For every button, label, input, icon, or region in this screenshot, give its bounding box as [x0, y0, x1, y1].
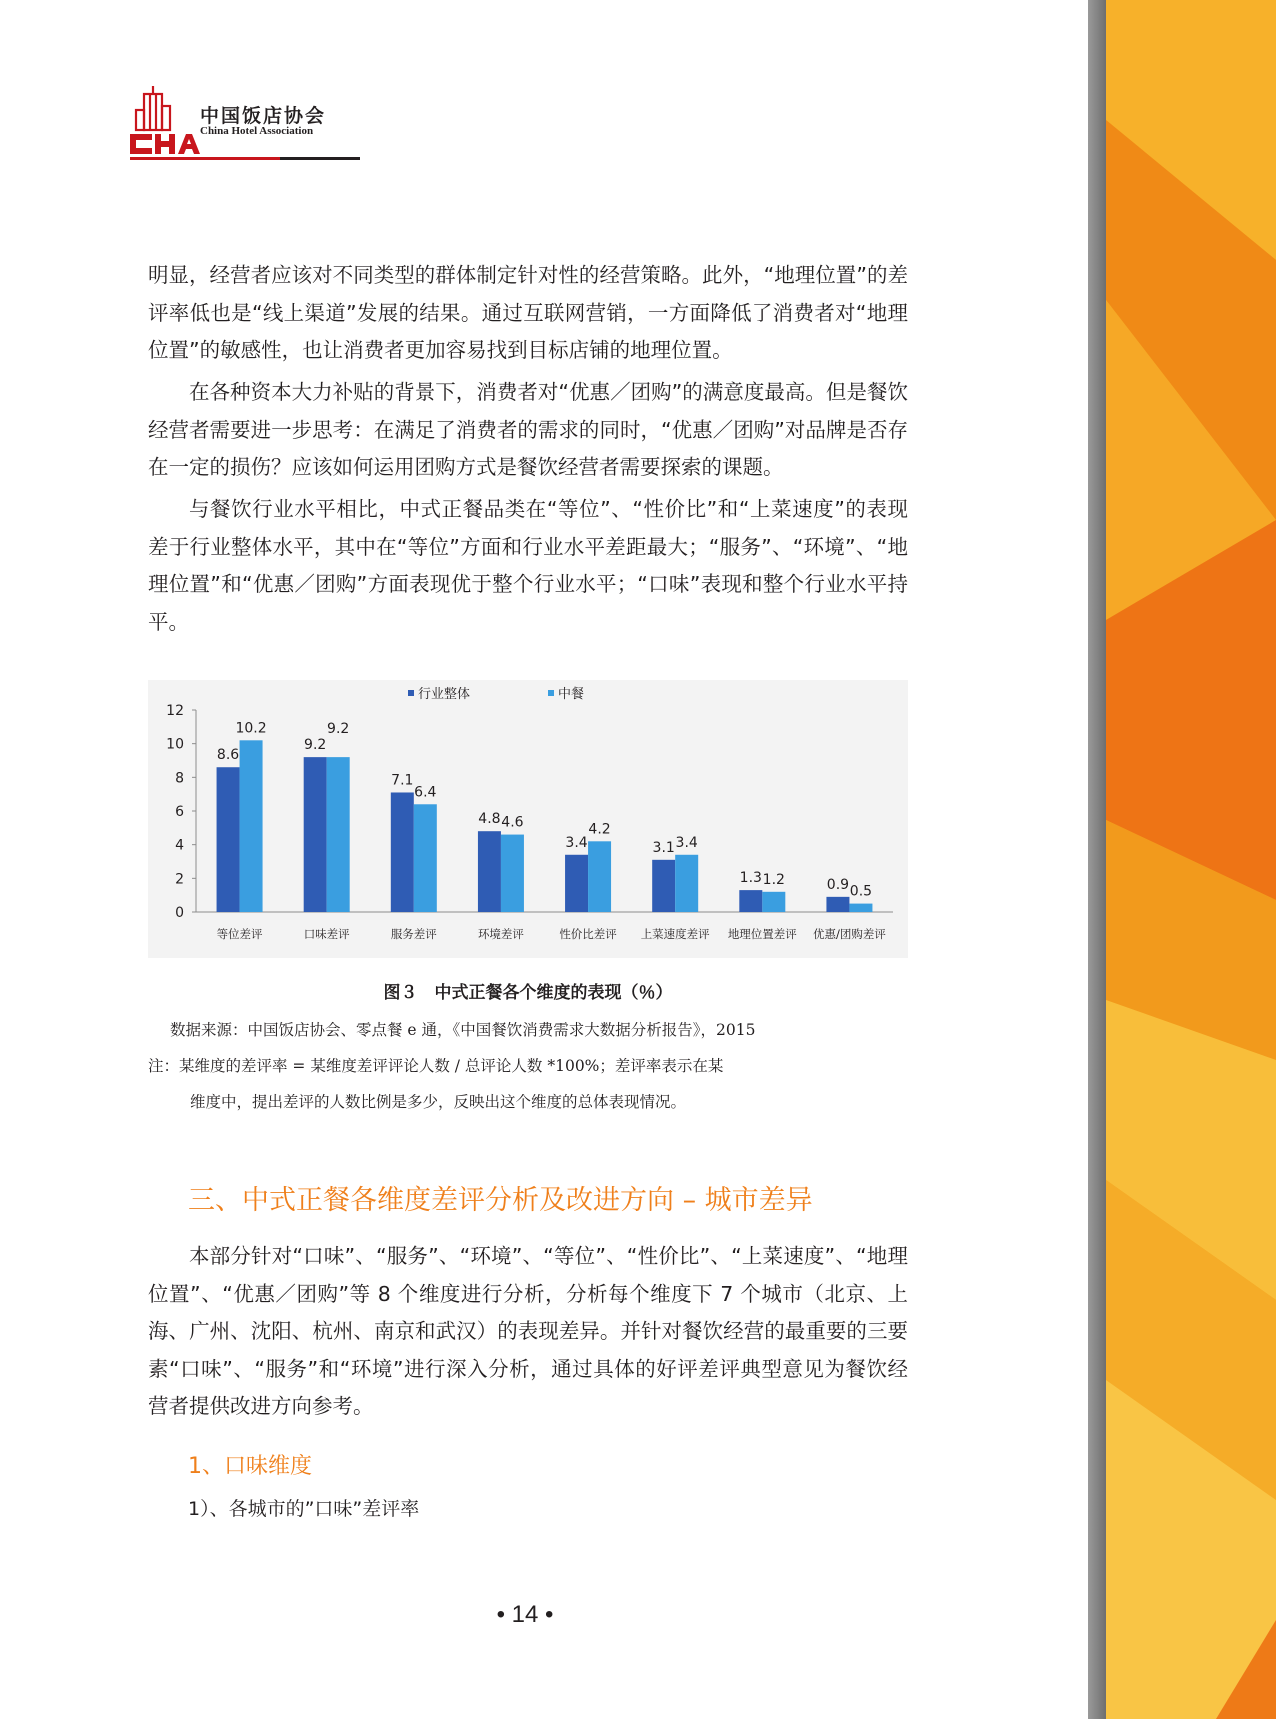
bar-value-label: 9.2 — [304, 737, 327, 754]
org-name-cn: 中国饭店协会 — [200, 105, 327, 127]
y-tick-label: 8 — [175, 770, 184, 787]
body-paragraph-1: 明显，经营者应该对不同类型的群体制定针对性的经营策略。此外，“地理位置”的差评率低也是“线上渠道”发展的结果。通过互联网营销，一方面降低了消费者对“地理位置”的敏感性，也让消费者更加容易找到目标店铺的地理位置。 — [148, 263, 908, 362]
bar — [240, 740, 263, 912]
bar — [501, 835, 524, 912]
bar — [739, 890, 762, 912]
side-decor-gray-strip — [1088, 0, 1106, 1719]
x-tick-label: 服务差评 — [390, 927, 437, 941]
bar-value-label: 9.2 — [327, 721, 350, 738]
figure-source: 数据来源：中国饭店协会、零点餐 e 通，《中国餐饮消费需求大数据分析报告》，2015 — [170, 1021, 756, 1039]
x-tick-label: 等位差评 — [216, 927, 263, 941]
x-tick-label: 地理位置差评 — [727, 927, 797, 941]
figure-note-line-1: 注：某维度的差评率 = 某维度差评评论人数 / 总评论人数 *100%；差评率表示在某 — [148, 1057, 724, 1075]
legend-label: 中餐 — [558, 687, 585, 702]
cha-letters-icon — [130, 134, 200, 154]
y-tick-label: 10 — [166, 736, 184, 753]
bar — [391, 792, 414, 912]
y-tick-label: 4 — [175, 837, 184, 854]
bar-value-label: 0.5 — [849, 883, 873, 900]
bar — [327, 757, 350, 912]
bar-value-label: 3.1 — [652, 839, 675, 856]
bar-value-label: 1.3 — [739, 870, 762, 887]
bar — [762, 892, 785, 912]
body-paragraph-3: 与餐饮行业水平相比，中式正餐品类在“等位”、“性价比”和“上菜速度”的表现差于行业整体水平，其中在“等位”方面和行业水平差距最大；“服务”、“环境”、“地理位置”和“优惠／团购”方面表现优于整个行业水平；“口味”表现和整个行业水平持平。 — [148, 497, 908, 634]
bar — [849, 904, 872, 912]
y-tick-label: 6 — [175, 804, 184, 820]
x-tick-label: 口味差评 — [303, 927, 350, 941]
bar-value-label: 4.8 — [478, 811, 501, 828]
section-paragraph: 本部分针对“口味”、“服务”、“环境”、“等位”、“性价比”、“上菜速度”、“地理位置”、“优惠／团购”等 8 个维度进行分析，分析每个维度下 7 个城市（北京、上海、广州、沈阳、杭州、南京和武汉）的表现差异。并针对餐饮经营的最重要的三要素“口味”、“服务”和“环境”进行深入分析，通过具体的好评差评典型意见为餐饮经营者提供改进方向参考。 — [148, 1244, 908, 1418]
bar-chart — [148, 680, 908, 958]
bar — [588, 841, 611, 912]
section-title: 三、中式正餐各维度差评分析及改进方向 – 城市差异 — [188, 1185, 813, 1216]
y-tick-label: 12 — [166, 703, 184, 719]
bar-value-label: 10.2 — [235, 720, 267, 737]
legend-swatch — [548, 690, 554, 696]
x-tick-label: 环境差评 — [477, 927, 524, 941]
bar-value-label: 4.2 — [588, 821, 611, 838]
y-tick-label: 0 — [175, 905, 184, 921]
bar-value-label: 6.4 — [414, 784, 437, 801]
bar — [826, 897, 849, 912]
bar — [414, 804, 437, 912]
bar — [304, 757, 327, 912]
figure-note-line-2: 维度中，提出差评的人数比例是多少，反映出这个维度的总体表现情况。 — [190, 1093, 687, 1111]
y-tick-label: 2 — [175, 871, 184, 888]
subsection-title: 1、口味维度 — [188, 1454, 312, 1479]
bar — [565, 855, 588, 912]
bar — [217, 767, 240, 912]
side-decor-orange-band — [1106, 0, 1276, 1719]
org-name-en: China Hotel Association — [200, 125, 314, 137]
x-tick-label: 性价比差评 — [559, 927, 617, 941]
bar-value-label: 4.6 — [501, 814, 524, 831]
bar-value-label: 3.4 — [675, 834, 698, 851]
bar — [675, 855, 698, 912]
bar — [652, 860, 675, 912]
bar — [478, 831, 501, 912]
bar-value-label: 1.2 — [762, 871, 785, 888]
subsubsection-title: 1）、各城市的”口味”差评率 — [188, 1498, 420, 1520]
building-icon — [136, 86, 170, 130]
x-tick-label: 优惠/团购差评 — [813, 927, 886, 941]
body-paragraph-2: 在各种资本大力补贴的背景下，消费者对“优惠／团购”的满意度最高。但是餐饮经营者需要进一步思考：在满足了消费者的需求的同时，“优惠／团购”对品牌是否存在一定的损伤？应该如何运用团购方式是餐饮经营者需要探索的课题。 — [148, 380, 908, 479]
bar-value-label: 7.1 — [391, 772, 414, 789]
legend-swatch — [408, 690, 414, 696]
bar-value-label: 8.6 — [216, 747, 240, 764]
figure-caption: 图３ 中式正餐各个维度的表现（％） — [383, 983, 673, 1003]
bar-value-label: 0.9 — [826, 876, 850, 893]
x-tick-label: 上菜速度差评 — [640, 927, 710, 941]
legend-label: 行业整体 — [418, 687, 471, 702]
bar-value-label: 3.4 — [565, 834, 588, 851]
page-number: • 14 • — [496, 1601, 554, 1628]
